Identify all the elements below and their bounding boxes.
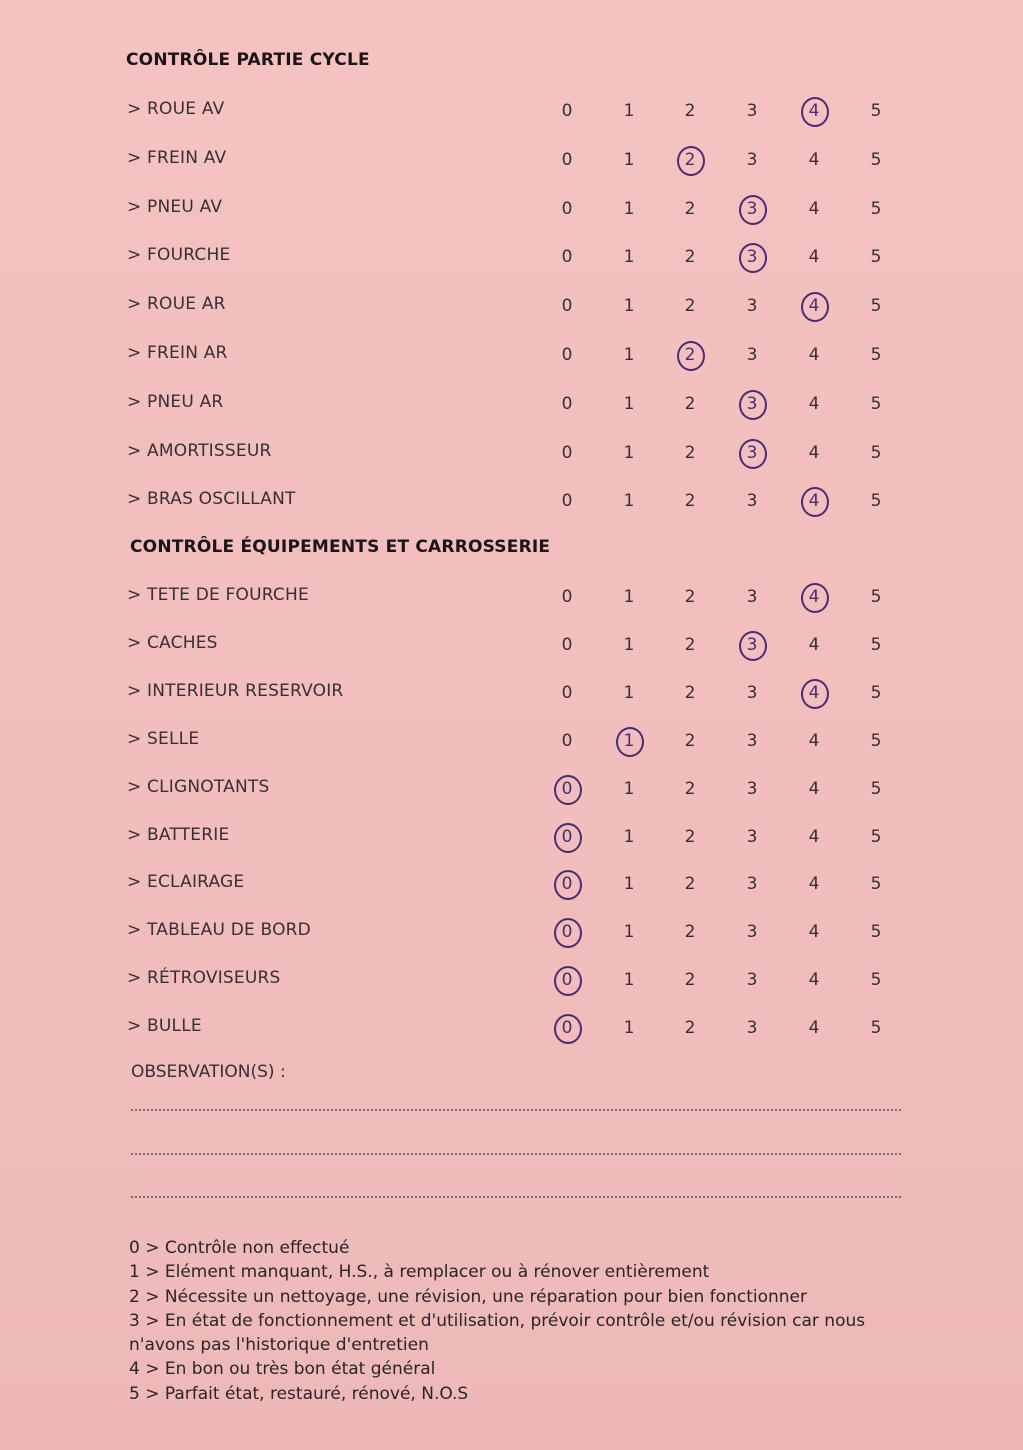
rating-row xyxy=(0,484,1023,514)
rating-row-label: > BATTERIE xyxy=(127,824,230,845)
score-option[interactable]: 0 xyxy=(561,101,573,121)
score-option[interactable]: 5 xyxy=(870,922,882,943)
score-option[interactable]: 4 xyxy=(808,442,820,463)
score-option[interactable]: 5 xyxy=(870,101,882,121)
score-option[interactable]: 2 xyxy=(684,1018,696,1039)
score-option[interactable]: 5 xyxy=(870,491,882,512)
rating-row-label: > TETE DE FOURCHE xyxy=(127,585,309,605)
rating-row xyxy=(0,628,1023,658)
score-option[interactable]: 1 xyxy=(623,393,635,414)
score-option[interactable]: 5 xyxy=(870,345,882,365)
score-option[interactable]: 4 xyxy=(808,634,820,655)
score-option[interactable]: 1 xyxy=(623,682,635,703)
observation-line-1[interactable] xyxy=(131,1109,901,1111)
score-option[interactable]: 2 xyxy=(684,826,696,847)
score-option-selected[interactable]: 2 xyxy=(675,145,705,175)
score-option[interactable]: 3 xyxy=(746,682,758,703)
rating-row xyxy=(0,338,1023,368)
observation-line-2[interactable] xyxy=(131,1153,901,1155)
score-option[interactable]: 1 xyxy=(623,874,635,895)
score-option[interactable]: 1 xyxy=(623,149,635,170)
score-option[interactable]: 4 xyxy=(808,345,820,365)
score-option-selected[interactable]: 3 xyxy=(737,242,767,272)
score-option[interactable]: 0 xyxy=(561,296,573,317)
rating-row xyxy=(0,772,1023,802)
score-option[interactable]: 1 xyxy=(623,634,635,655)
score-option[interactable]: 0 xyxy=(561,682,573,703)
score-option[interactable]: 2 xyxy=(684,442,696,463)
score-option[interactable]: 3 xyxy=(746,101,758,121)
rating-row xyxy=(0,963,1023,993)
score-option[interactable]: 5 xyxy=(870,730,882,751)
score-option[interactable]: 3 xyxy=(746,345,758,365)
score-option[interactable]: 0 xyxy=(561,634,573,655)
score-option[interactable]: 4 xyxy=(808,826,820,847)
score-option[interactable]: 5 xyxy=(870,442,882,463)
score-option[interactable]: 2 xyxy=(684,778,696,799)
rating-row-label: > ECLAIRAGE xyxy=(127,872,245,893)
score-option[interactable]: 3 xyxy=(746,922,758,943)
rating-row-label: > ROUE AR xyxy=(127,294,226,315)
score-option[interactable]: 5 xyxy=(870,970,882,991)
score-option[interactable]: 2 xyxy=(684,101,696,121)
score-option-selected[interactable]: 0 xyxy=(552,1013,582,1043)
rating-row xyxy=(0,387,1023,417)
score-option[interactable]: 2 xyxy=(684,970,696,991)
score-option[interactable]: 5 xyxy=(870,874,882,895)
rating-row-label: > SELLE xyxy=(127,728,200,749)
section-title-cycle: CONTRÔLE PARTIE CYCLE xyxy=(126,50,370,70)
legend-line: 4 > En bon ou très bon état général xyxy=(129,1359,436,1380)
score-option[interactable]: 5 xyxy=(870,296,882,317)
score-option[interactable]: 4 xyxy=(808,247,820,268)
score-option[interactable]: 1 xyxy=(623,1018,635,1039)
score-option-selected[interactable]: 4 xyxy=(799,96,829,126)
score-option-selected[interactable]: 4 xyxy=(799,678,829,708)
legend-line: n'avons pas l'historique d'entretien xyxy=(129,1335,429,1356)
observations-label: OBSERVATION(S) : xyxy=(131,1062,286,1082)
score-option-selected[interactable]: 4 xyxy=(799,291,829,321)
score-option[interactable]: 1 xyxy=(623,587,635,607)
legend-line: 5 > Parfait état, restauré, rénové, N.O.S xyxy=(129,1383,469,1404)
score-option[interactable]: 2 xyxy=(684,874,696,895)
score-option-selected[interactable]: 0 xyxy=(552,869,582,899)
score-option[interactable]: 3 xyxy=(746,970,758,991)
score-option[interactable]: 1 xyxy=(623,442,635,463)
score-option[interactable]: 5 xyxy=(870,393,882,414)
score-option[interactable]: 3 xyxy=(746,874,758,895)
score-option[interactable]: 1 xyxy=(623,296,635,317)
score-option[interactable]: 4 xyxy=(808,874,820,895)
score-option[interactable]: 2 xyxy=(684,682,696,703)
score-option[interactable]: 4 xyxy=(808,149,820,170)
rating-row xyxy=(0,289,1023,319)
score-option[interactable]: 4 xyxy=(808,778,820,799)
score-option[interactable]: 5 xyxy=(870,587,882,607)
score-option[interactable]: 0 xyxy=(561,491,573,512)
rating-row xyxy=(0,192,1023,222)
rating-row xyxy=(0,820,1023,850)
rating-row xyxy=(0,580,1023,610)
score-option[interactable]: 1 xyxy=(623,491,635,512)
score-option-selected[interactable]: 4 xyxy=(799,582,829,612)
rating-row-label: > CLIGNOTANTS xyxy=(127,776,270,797)
score-option-selected[interactable]: 3 xyxy=(737,630,767,660)
section-title-equipment: CONTRÔLE ÉQUIPEMENTS ET CARROSSERIE xyxy=(130,537,551,557)
rating-row xyxy=(0,724,1023,754)
score-option[interactable]: 1 xyxy=(623,198,635,219)
score-option-selected[interactable]: 0 xyxy=(552,965,582,995)
score-option-selected[interactable]: 2 xyxy=(675,340,705,370)
score-option[interactable]: 5 xyxy=(870,247,882,268)
rating-row-label: > BULLE xyxy=(127,1016,202,1037)
rating-row xyxy=(0,436,1023,466)
score-option-selected[interactable]: 3 xyxy=(737,438,767,468)
score-option[interactable]: 5 xyxy=(870,682,882,703)
rating-row xyxy=(0,143,1023,173)
score-option-selected[interactable]: 3 xyxy=(737,389,767,419)
score-option[interactable]: 3 xyxy=(746,778,758,799)
score-option[interactable]: 3 xyxy=(746,1018,758,1039)
rating-row-label: > BRAS OSCILLANT xyxy=(127,489,296,510)
score-option[interactable]: 3 xyxy=(746,587,758,607)
rating-row xyxy=(0,915,1023,945)
score-option-selected[interactable]: 0 xyxy=(552,774,582,804)
score-option[interactable]: 0 xyxy=(561,393,573,414)
rating-row xyxy=(0,1011,1023,1041)
rating-row-label: > ROUE AV xyxy=(127,99,225,119)
rating-row-label: > FOURCHE xyxy=(127,245,231,266)
score-option[interactable]: 5 xyxy=(870,826,882,847)
score-option[interactable]: 0 xyxy=(561,198,573,219)
score-option[interactable]: 0 xyxy=(561,587,573,607)
score-option[interactable]: 5 xyxy=(870,198,882,219)
score-option[interactable]: 2 xyxy=(684,587,696,607)
rating-row xyxy=(0,676,1023,706)
score-option[interactable]: 3 xyxy=(746,296,758,317)
score-option[interactable]: 3 xyxy=(746,491,758,512)
score-option[interactable]: 1 xyxy=(623,345,635,365)
score-option[interactable]: 2 xyxy=(684,730,696,751)
score-option[interactable]: 4 xyxy=(808,730,820,751)
score-option[interactable]: 4 xyxy=(808,198,820,219)
score-option-selected[interactable]: 3 xyxy=(737,194,767,224)
score-option[interactable]: 0 xyxy=(561,345,573,365)
rating-row-label: > INTERIEUR RESERVOIR xyxy=(127,680,344,701)
score-option-selected[interactable]: 4 xyxy=(799,486,829,516)
legend-line: 0 > Contrôle non effectué xyxy=(129,1238,350,1258)
score-option[interactable]: 1 xyxy=(623,778,635,799)
score-option[interactable]: 5 xyxy=(870,634,882,655)
score-option[interactable]: 2 xyxy=(684,491,696,512)
score-option[interactable]: 4 xyxy=(808,393,820,414)
score-option[interactable]: 5 xyxy=(870,1018,882,1039)
score-option[interactable]: 2 xyxy=(684,296,696,317)
legend-line: 3 > En état de fonctionnement et d'utilisation, prévoir contrôle et/ou révision car nous xyxy=(129,1310,866,1331)
rating-row-label: > CACHES xyxy=(127,632,218,653)
rating-row-label: > FREIN AR xyxy=(127,343,228,363)
score-option[interactable]: 0 xyxy=(561,247,573,268)
score-option[interactable]: 1 xyxy=(623,247,635,268)
score-option[interactable]: 1 xyxy=(623,101,635,121)
score-option[interactable]: 3 xyxy=(746,149,758,170)
score-option[interactable]: 0 xyxy=(561,442,573,463)
score-option[interactable]: 1 xyxy=(623,922,635,943)
score-option[interactable]: 2 xyxy=(684,922,696,943)
score-option[interactable]: 4 xyxy=(808,922,820,943)
score-option[interactable]: 0 xyxy=(561,149,573,170)
legend-line: 1 > Elément manquant, H.S., à remplacer ou à rénover entièrement xyxy=(129,1262,710,1283)
score-option[interactable]: 3 xyxy=(746,826,758,847)
score-option-selected[interactable]: 1 xyxy=(614,726,644,756)
rating-row-label: > RÉTROVISEURS xyxy=(127,968,281,989)
observation-line-3[interactable] xyxy=(131,1196,901,1198)
rating-row-label: > PNEU AV xyxy=(127,196,223,217)
score-option[interactable]: 4 xyxy=(808,1018,820,1039)
score-option[interactable]: 0 xyxy=(561,730,573,751)
score-option[interactable]: 5 xyxy=(870,149,882,170)
rating-row-label: > AMORTISSEUR xyxy=(127,440,272,461)
score-option[interactable]: 2 xyxy=(684,247,696,268)
score-option[interactable]: 4 xyxy=(808,970,820,991)
rating-row xyxy=(0,94,1023,124)
score-option[interactable]: 1 xyxy=(623,826,635,847)
score-option-selected[interactable]: 0 xyxy=(552,917,582,947)
score-option[interactable]: 2 xyxy=(684,634,696,655)
legend-line: 2 > Nécessite un nettoyage, une révision, une réparation pour bien fonctionner xyxy=(129,1286,807,1307)
score-option-selected[interactable]: 0 xyxy=(552,822,582,852)
rating-row-label: > PNEU AR xyxy=(127,391,224,412)
score-option[interactable]: 1 xyxy=(623,970,635,991)
score-option[interactable]: 3 xyxy=(746,730,758,751)
rating-row-label: > FREIN AV xyxy=(127,147,227,168)
rating-row xyxy=(0,867,1023,897)
rating-legend xyxy=(129,1236,909,1406)
rating-row-label: > TABLEAU DE BORD xyxy=(127,920,311,941)
score-option[interactable]: 2 xyxy=(684,393,696,414)
score-option[interactable]: 2 xyxy=(684,198,696,219)
rating-row xyxy=(0,240,1023,270)
score-option[interactable]: 5 xyxy=(870,778,882,799)
